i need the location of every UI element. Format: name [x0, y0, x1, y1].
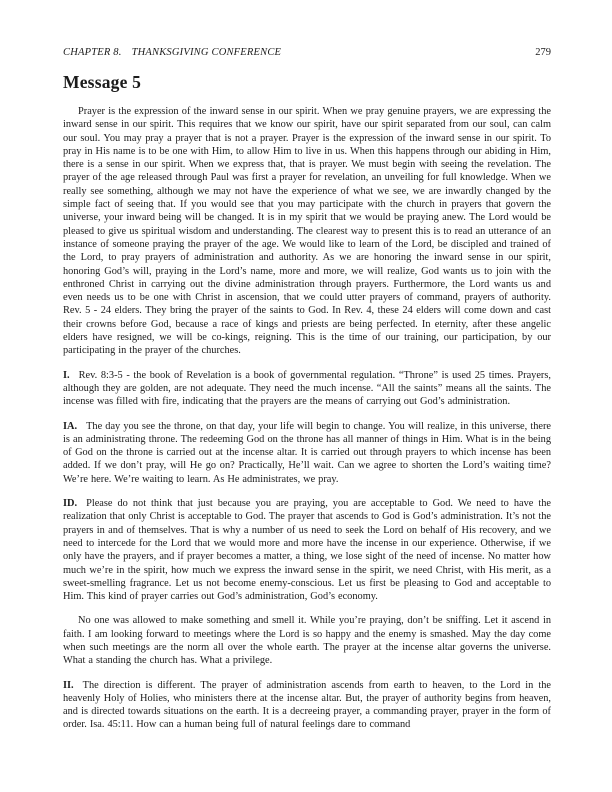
page-title: Message 5 — [63, 72, 142, 92]
paragraph-label: II. — [63, 679, 74, 691]
chapter-number-label: CHAPTER 8. — [63, 47, 122, 58]
chapter-title-label: THANKSGIVING CONFERENCE — [131, 47, 282, 58]
paragraph-intro — [63, 105, 551, 358]
page-content — [63, 47, 551, 732]
paragraph-point-I — [63, 369, 551, 409]
paragraph-no-one — [63, 614, 551, 667]
paragraph-text: The direction is different. The prayer of administration ascends from earth to heaven, to the Lord in the heavenly Holy of Holies, who ministers there at the incense altar. But, the prayer of authority begins from heaven, and is directed towards situations on the earth. It is a decreeing prayer, a commanding prayer, prayer in the form of order. Isa. 45:11. How can a human being full of natural feelings dare to command — [63, 679, 551, 731]
paragraph-text: Please do not think that just because you are praying, you are acceptable to God. We need to have the realization that only Christ is acceptable to God. The prayer that ascends to God is God’s administration. It’s not the prayers in and of themselves. That is why a number of us need to seek the Lord on behalf of His recovery, and we need to intercede for the Lord that we would more and more have the incense in our experience. Otherwise, if we only have the prayers, and if prayer becomes a matter, a thing, we lose sight of the need of incense. No matter how much we’re in the spirit, how much we express the inward sense in the spirit, we need Christ, with His merit, as a sweet-smelling fragrance. Let us not become enemy-conscious. Let us first be pleasing to God and acceptable to Him. This kind of prayer carries out God’s administration, God’s economy. — [63, 498, 551, 603]
paragraph-text: Prayer is the expression of the inward sense in our spirit. When we pray genuine prayers, we are expressing the inward sense in our spirit. This requires that we know our spirit, have our spirit separated from our soul, can calm our soul. You may pray a prayer that is not a prayer. Prayer is the expression of the inward sense in our spirit. To pray in His name is to be one with Him, to allow Him to live in us. When this happens through our abiding in Him, there is a sense in our spirit. When we express that, that is prayer. We must begin with seeing the revelation. The prayer of the age released through Paul was first a prayer for revelation, an unveiling for full knowledge. When we really see something, although we may not have the experience of what we see, we are inwardly changed by the simple fact of seeing that. If you would see that you may participate with the church in prayers that govern the universe, your inward being will be changed. It is in my spirit that we would be praying anew. The Lord would be pleased to give us spiritual wisdom and understanding. The clearest way to present this is to read an utterance of an instance of someone praying the prayer of the age. We would like to learn of the Lord, be discipled and trained of the Lord, to pray prayers of administration and authority. As we are honoring the inward sense in our spirit, honoring God’s will, praying in the Lord’s name, more and more, we will realize, God wants us to join with the enthroned Christ in carrying out the divine administration through prayers. Furthermore, the Lord wants us and even needs us to be one with Christ in ascension, that we could utter prayers of command, prayers of authority. Rev. 5 - 24 elders. They bring the prayer of the saints to God. In Rev. 4, these 24 elders will come down and cast their crowns before God, because a race of kings and priests are being perfected. In eternity, after these angelic elders have resigned, we will be co-kings, reigning. This is the time of our training, our participation, by our participating in the prayer of the churches. — [63, 106, 551, 357]
paragraph-text: Rev. 8:3-5 - the book of Revelation is a book of governmental regulation. “Throne” is used 25 times. Prayers, although they are golden, are not adequate. They need the much incense. “All the saints” means all the saints. The incense was filled with fire, indicating that the prayers are the means of carrying out God’s administration. — [63, 369, 551, 408]
paragraph-text: No one was allowed to make something and smell it. While you’re praying, don’t be sniffing. Let it ascend in faith. I am looking forward to meetings where the Lord is so happy and the enemy is smashed. May the day come when such meetings are the norm all over the whole earth. The prayer at the incense altar governs the universe. What a standing the church has. What a privilege. — [63, 615, 551, 667]
running-header — [63, 47, 551, 58]
paragraph-point-IA — [63, 420, 551, 486]
header-chapter — [63, 47, 281, 58]
paragraph-label: IA. — [63, 420, 78, 432]
paragraph-point-ID — [63, 497, 551, 603]
paragraph-label: ID. — [63, 498, 78, 510]
paragraph-label: I. — [63, 369, 70, 381]
page-number: 279 — [535, 47, 551, 58]
paragraph-point-II — [63, 679, 551, 732]
paragraph-text: The day you see the throne, on that day, your life will begin to change. You will realize, in this universe, there is an administrating throne. The redeeming God on the throne has all manner of things in Him. What is in the being of God on the throne is carried out at the incense altar. It is carried out through prayers to which incense has been added. If we don’t pray, will He go on? Practically, He’ll wait. Can we agree to shorten the Lord’s waiting time? We’re here. We’re waiting to learn. As He administrates, we pray. — [63, 420, 551, 485]
